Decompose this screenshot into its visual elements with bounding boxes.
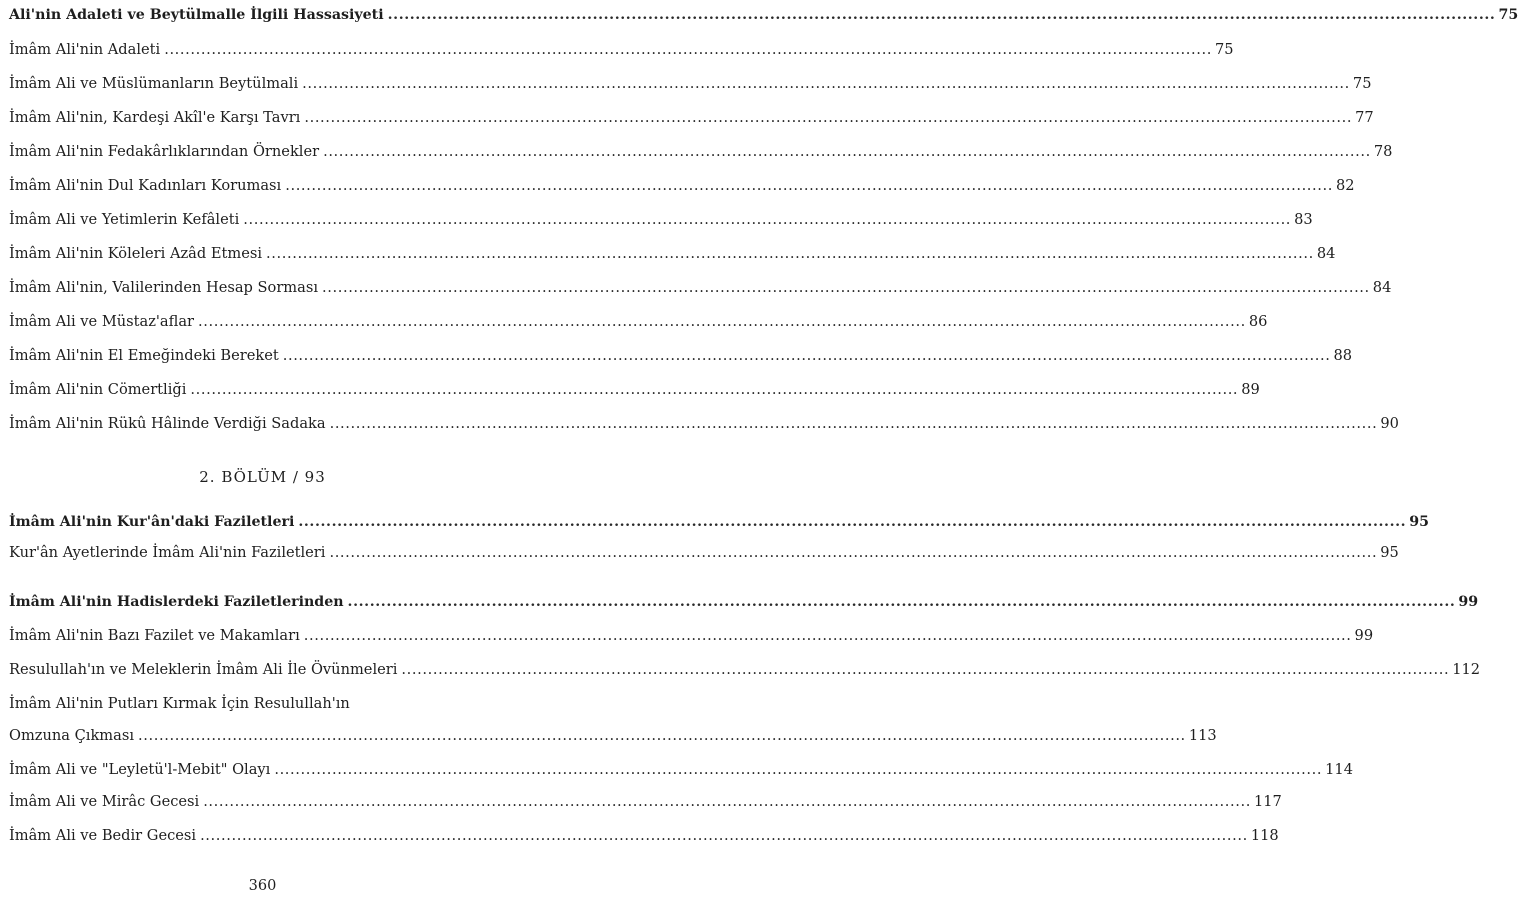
toc-entry-page: 82 (1336, 177, 1355, 194)
toc-entry-page: 114 (1325, 761, 1353, 778)
toc-entry (9, 625, 1374, 647)
leader-dots: ........................................................................................................................................................................................................ (304, 109, 1353, 126)
toc-entry-title: İmâm Ali'nin, Kardeşi Akîl'e Karşı Tavrı (9, 109, 301, 126)
toc-entry-title: İmâm Ali'nin Bazı Fazilet ve Makamları (9, 627, 300, 644)
toc-entry-page: 117 (1253, 793, 1282, 810)
toc-entry (9, 693, 498, 715)
leader-dots: ........................................................................................................................................................................................................ (266, 245, 1314, 262)
leader-dots: ........................................................................................................................................................................................................ (190, 381, 1239, 398)
toc-entry-title: Kur'ân Ayetlerinde İmâm Ali'nin Faziletleri (9, 544, 326, 561)
section-heading: 2. BÖLÜM / 93 (199, 468, 326, 486)
toc-entry (9, 511, 1429, 533)
toc-entry-title: İmâm Ali'nin Adaleti (9, 41, 161, 58)
toc-entry-title: İmâm Ali'nin Cömertliği (9, 381, 187, 398)
toc-entry (9, 107, 1374, 129)
toc-entry-page: 99 (1458, 594, 1479, 610)
toc-entry-page: 86 (1248, 313, 1268, 330)
toc-entry-title: İmâm Ali ve Mirâc Gecesi (9, 793, 200, 810)
toc-entry-page: 118 (1250, 827, 1279, 844)
toc-entry-page: 88 (1333, 347, 1353, 364)
toc-entry-title: İmâm Ali'nin Fedakârlıklarından Örnekler (9, 143, 320, 160)
toc-entry-title: Omzuna Çıkması (9, 727, 135, 744)
toc-entry (9, 825, 1279, 847)
toc-entry (9, 591, 1479, 613)
toc-entry (9, 379, 1260, 401)
toc-entry-title: İmâm Ali ve Müstaz'aflar (9, 313, 195, 330)
toc-entry-page: 89 (1241, 381, 1260, 398)
toc-entry (9, 4, 1518, 26)
toc-entry (9, 659, 1481, 681)
toc-entry (9, 413, 1399, 435)
toc-entry (9, 243, 1336, 265)
toc-entry-page: 78 (1373, 143, 1393, 160)
toc-entry-page: 75 (1215, 41, 1234, 58)
toc-entry-title: İmâm Ali ve Bedir Gecesi (9, 827, 197, 844)
toc-entry (9, 725, 1217, 747)
toc-entry (9, 759, 1353, 781)
toc-entry (9, 345, 1353, 367)
toc-entry-page: 75 (1352, 75, 1372, 92)
toc-entry (9, 311, 1268, 333)
toc-entry-title: İmâm Ali'nin Kur'ân'daki Faziletleri (9, 514, 295, 530)
toc-entry-title: Resulullah'ın ve Meleklerin İmâm Ali İle Övünmeleri (9, 661, 398, 678)
leader-dots: ........................................................................................................................................................................................................ (401, 661, 1450, 678)
toc-entry-page: 77 (1355, 109, 1374, 126)
leader-dots: ........................................................................................................................................................................................................ (302, 75, 1350, 92)
toc-entry (9, 73, 1372, 95)
toc-entry-title: İmâm Ali ve Yetimlerin Kefâleti (9, 211, 240, 228)
toc-entry-title: Ali'nin Adaleti ve Beytülmalle İlgili Hassasiyeti (9, 7, 384, 23)
toc-entry-title: İmâm Ali'nin Dul Kadınları Koruması (9, 177, 282, 194)
toc-entry-page: 113 (1188, 727, 1217, 744)
toc-entry-page: 99 (1354, 627, 1374, 644)
leader-dots: ........................................................................................................................................................................................................ (274, 761, 1323, 778)
leader-dots: ........................................................................................................................................................................................................ (303, 627, 1352, 644)
toc-entry-page: 84 (1372, 279, 1392, 296)
toc-entry-page: 95 (1380, 544, 1399, 561)
toc-entry (9, 175, 1355, 197)
leader-dots: ........................................................................................................................................................................................................ (200, 827, 1248, 844)
toc-entry-page: 83 (1294, 211, 1313, 228)
leader-dots: ........................................................................................................................................................................................................ (387, 7, 1496, 23)
leader-dots: ........................................................................................................................................................................................................ (203, 793, 1251, 810)
toc-entry (9, 542, 1399, 564)
toc-entry-page: 75 (1498, 7, 1518, 23)
toc-entry (9, 39, 1234, 61)
toc-entry (9, 141, 1393, 163)
toc-entry-page: 90 (1380, 415, 1399, 432)
toc-entry-page: 95 (1409, 514, 1429, 530)
leader-dots: ........................................................................................................................................................................................................ (322, 279, 1370, 296)
leader-dots: ........................................................................................................................................................................................................ (329, 544, 1378, 561)
leader-dots: ........................................................................................................................................................................................................ (298, 514, 1407, 530)
toc-entry-title: İmâm Ali'nin, Valilerinden Hesap Sorması (9, 279, 318, 296)
toc-entry-title: İmâm Ali'nin Rükû Hâlinde Verdiği Sadaka (9, 415, 326, 432)
toc-entry-title: İmâm Ali'nin Putları Kırmak İçin Resulullah'ın (9, 695, 350, 712)
leader-dots: ........................................................................................................................................................................................................ (285, 177, 1334, 194)
toc-entry-title: İmâm Ali ve "Leyletü'l-Mebit" Olayı (9, 761, 271, 778)
toc-entry-page: 84 (1316, 245, 1336, 262)
leader-dots: ........................................................................................................................................................................................................ (243, 211, 1292, 228)
toc-entry-title: İmâm Ali'nin Köleleri Azâd Etmesi (9, 245, 263, 262)
toc-entry-page: 112 (1452, 661, 1481, 678)
leader-dots: ........................................................................................................................................................................................................ (282, 347, 1331, 364)
toc-entry-title: İmâm Ali'nin El Emeğindeki Bereket (9, 347, 279, 364)
toc-entry (9, 277, 1392, 299)
toc-entry (9, 791, 1282, 813)
leader-dots: ........................................................................................................................................................................................................ (198, 313, 1246, 330)
toc-entry (9, 209, 1313, 231)
leader-dots: ........................................................................................................................................................................................................ (323, 143, 1371, 160)
page-number: 360 (248, 878, 277, 894)
leader-dots: ........................................................................................................................................................................................................ (329, 415, 1378, 432)
toc-entry-title: İmâm Ali ve Müslümanların Beytülmali (9, 75, 299, 92)
leader-dots: ........................................................................................................................................................................................................ (347, 594, 1456, 610)
leader-dots: ........................................................................................................................................................................................................ (164, 41, 1212, 58)
leader-dots: ........................................................................................................................................................................................................ (138, 727, 1186, 744)
toc-entry-title: İmâm Ali'nin Hadislerdeki Faziletlerinden (9, 594, 344, 610)
